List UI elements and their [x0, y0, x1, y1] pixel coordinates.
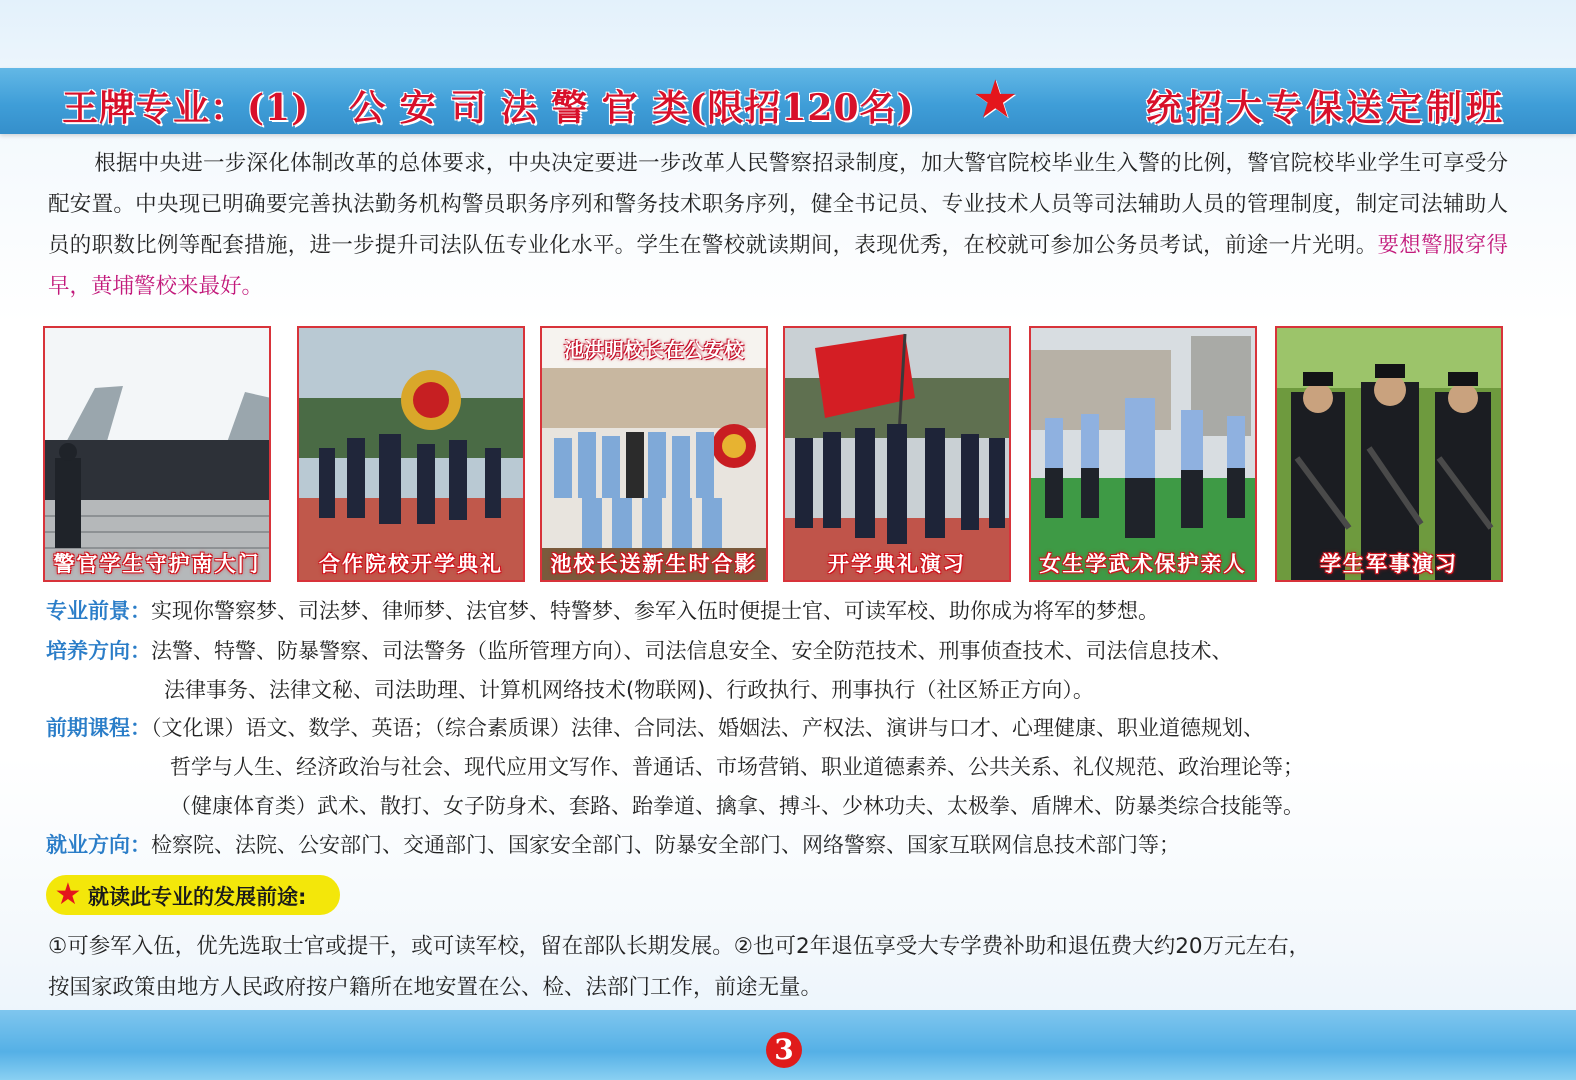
photo-caption: 警官学生守护南大门 — [53, 552, 261, 576]
photo-caption: 学生军事演习 — [1320, 552, 1458, 576]
photo-gate-guard-image — [45, 328, 271, 582]
intro-text: 根据中央进一步深化体制改革的总体要求，中央决定要进一步改革人民警察招录制度，加大警官院校毕业生入警的比例，警官院校毕业学生可享受分配安置。中央现已明确要完善执法勤务机构警员职务序列和警务技术职务序列，健全书记员、专业技术人员等司法辅助人员的管理制度，制定司法辅助人员的职数比例等配套措施，进一步提升司法队伍专业化水平。学生在警校就读期间，表现优秀，在校就可参加公务员考试，前途一片光明。 — [48, 151, 1508, 258]
photo-caption: 开学典礼演习 — [828, 552, 966, 576]
photo-overlay-title: 池洪明校长在公安校 — [564, 338, 744, 362]
section-line: （文化课）语文、数学、英语；（综合素质课）法律、合同法、婚姻法、产权法、演讲与口才、心理健康、职业道德规划、 — [151, 716, 1264, 740]
section-line: 检察院、法院、公安部门、交通部门、国家安全部门、防暴安全部门、网络警察、国家互联网信息技术部门等； — [151, 833, 1180, 857]
section-line: 实现你警察梦、司法梦、律师梦、法官梦、特警梦、参军入伍时便提士官、可读军校、助你成为将军的梦想。 — [151, 599, 1159, 623]
section-line: （健康体育类）武术、散打、女子防身术、套路、跆拳道、擒拿、搏斗、少林功夫、太极拳、盾牌术、防暴类综合技能等。 — [170, 794, 1304, 818]
photo-group-picture-image — [542, 328, 768, 582]
photo-group-picture — [540, 326, 768, 582]
photo-caption: 女生学武术保护亲人 — [1039, 552, 1247, 576]
section-line: 法律事务、法律文秘、司法助理、计算机网络技术(物联网)、行政执行、刑事执行（社区矫正方向）。 — [164, 678, 1094, 702]
photo-opening-ceremony — [297, 326, 525, 582]
intro-paragraph — [48, 143, 1508, 307]
photo-flag-parade — [783, 326, 1011, 582]
title-banner — [0, 68, 1576, 134]
section-label: 就业方向： — [46, 833, 151, 857]
star-icon: ★ — [972, 70, 1019, 130]
section-label: 专业前景： — [46, 599, 151, 623]
banner-title — [62, 80, 915, 131]
section-employment — [46, 826, 1180, 865]
future-heading-badge — [46, 875, 340, 915]
photo-military-drill — [1275, 326, 1503, 582]
future-paragraph — [48, 926, 1518, 1008]
star-icon: ★ — [54, 877, 82, 912]
section-line: 哲学与人生、经济政治与社会、现代应用文写作、普通话、市场营销、职业道德素养、公共关系、礼仪规范、政治理论等； — [170, 755, 1304, 779]
section-label: 培养方向： — [46, 639, 151, 663]
photo-martial-arts-image — [1031, 328, 1257, 582]
photo-martial-arts — [1029, 326, 1257, 582]
section-prospect — [46, 592, 1159, 631]
section-label: 前期课程： — [46, 716, 151, 740]
photo-gate-guard — [43, 326, 271, 582]
banner-subtitle: 统招大专保送定制班 — [1145, 87, 1506, 129]
page-number: 3 — [766, 1032, 802, 1068]
banner-title-left: 王牌专业：(1) — [62, 87, 310, 129]
section-direction — [46, 632, 1233, 710]
section-courses — [46, 709, 1304, 826]
photo-caption: 合作院校开学典礼 — [319, 552, 503, 576]
photo-gallery — [43, 326, 1505, 586]
photo-flag-parade-image — [785, 328, 1011, 582]
intro-highlight: 要想警服穿得早，黄埔警校来最好。 — [48, 233, 1508, 299]
banner-title-main: 公 安 司 法 警 官 类(限招120名) — [349, 87, 915, 129]
photo-opening-ceremony-image — [299, 328, 525, 582]
photo-military-drill-image — [1277, 328, 1503, 582]
future-line: 按国家政策由地方人民政府按户籍所在地安置在公、检、法部门工作，前途无量。 — [48, 975, 823, 1000]
future-heading: 就读此专业的发展前途: — [88, 885, 307, 909]
section-line: 法警、特警、防暴警察、司法警务（监所管理方向）、司法信息安全、安全防范技术、刑事侦查技术、司法信息技术、 — [151, 639, 1233, 663]
future-line: ①可参军入伍，优先选取士官或提干，或可读军校，留在部队长期发展。②也可2年退伍享受大专学费补助和退伍费大约20万元左右， — [48, 934, 1311, 959]
photo-caption: 池校长送新生时合影 — [550, 552, 758, 576]
